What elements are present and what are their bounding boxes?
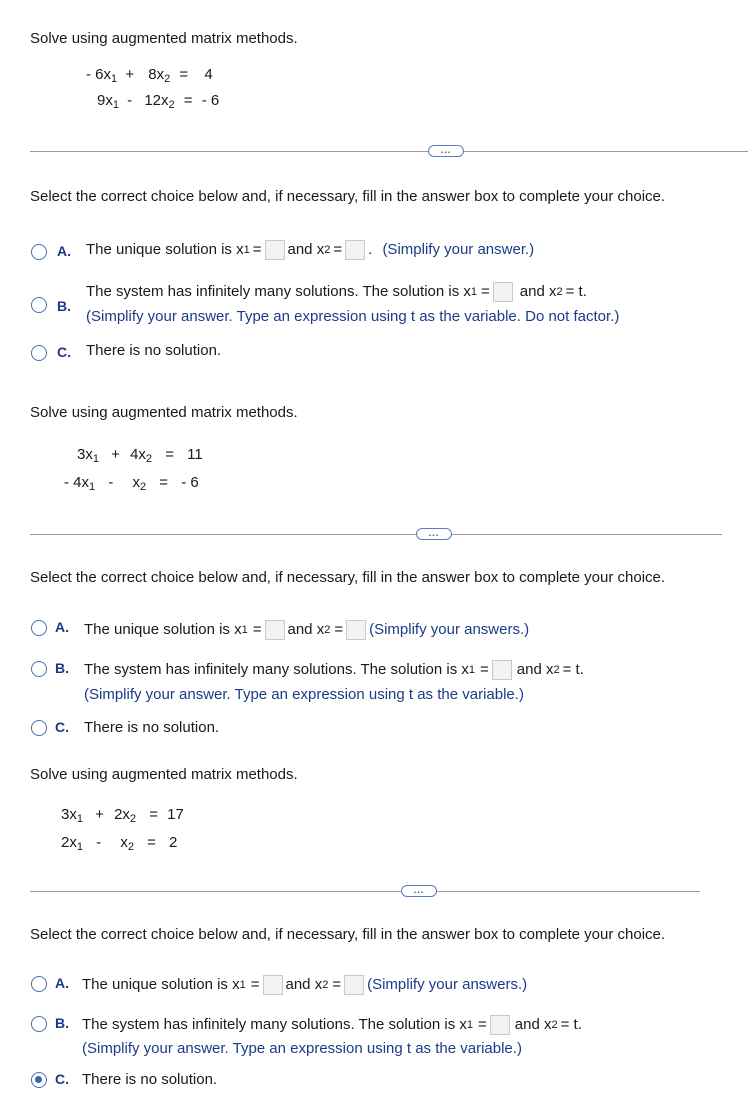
problem-2-choice-b-letter: B.	[55, 660, 69, 676]
problem-2-choice-c-radio[interactable]	[31, 720, 47, 736]
problem-2-choice-b-radio[interactable]	[31, 661, 47, 677]
problem-3-x2-answer-box[interactable]	[344, 975, 364, 995]
problem-1-instruction: Select the correct choice below and, if necessary, fill in the answer box to complete your choice.	[30, 188, 666, 205]
problem-3-b-answer-box[interactable]	[490, 1015, 510, 1035]
problem-3-choice-b-radio[interactable]	[31, 1016, 47, 1032]
problem-3-choice-a-radio[interactable]	[31, 976, 47, 992]
problem-1-x1-answer-box[interactable]	[265, 240, 285, 260]
problem-3-prompt: Solve using augmented matrix methods.	[30, 766, 298, 783]
problem-2-instruction: Select the correct choice below and, if necessary, fill in the answer box to complete your choice.	[30, 569, 666, 586]
problem-3-equation-1: $3x_1 + 2x_2 = 17$	[61, 806, 184, 825]
problem-2-choice-c-letter: C.	[55, 719, 69, 735]
problem-1-more-button[interactable]: ...	[428, 145, 464, 157]
problem-2-more-button[interactable]: ...	[416, 528, 452, 540]
problem-3-more-button[interactable]: ...	[401, 885, 437, 897]
problem-2-equation-2: - $4x_1 - x_2$ = - 6	[64, 474, 199, 493]
problem-3-choice-b-hint: (Simplify your answer. Type an expression using t as the variable.)	[82, 1040, 522, 1057]
problem-1-choice-b: The system has infinitely many solutions. The solution is x 1 = and x 2 = t.	[86, 283, 587, 300]
problem-3-choice-a: The unique solution is x 1 = and x 2 = (Simplify your answers.)	[82, 976, 528, 993]
problem-1-choice-a-letter: A.	[57, 243, 71, 259]
problem-1-choice-a: The unique solution is x 1 = and x 2 = . (Simplify your answer.)	[86, 241, 535, 258]
problem-2-x1-answer-box[interactable]	[265, 620, 285, 640]
problem-2-choice-c-text: There is no solution.	[84, 719, 220, 736]
problem-2-choice-a: The unique solution is x 1 = and x 2 = (Simplify your answers.)	[84, 621, 530, 638]
problem-1-b-answer-box[interactable]	[493, 282, 513, 302]
problem-2-choice-b-hint: (Simplify your answer. Type an expression using t as the variable.)	[84, 686, 524, 703]
problem-1-prompt: Solve using augmented matrix methods.	[30, 30, 298, 47]
problem-1-choice-c-radio[interactable]	[31, 345, 47, 361]
problem-3-choice-b: The system has infinitely many solutions. The solution is x 1 = and x 2 = t.	[82, 1016, 582, 1033]
problem-1-choice-b-letter: B.	[57, 298, 71, 314]
problem-3-choice-b-letter: B.	[55, 1015, 69, 1031]
problem-3-choice-c-radio-selected[interactable]	[31, 1072, 47, 1088]
problem-1-choice-c-letter: C.	[57, 344, 71, 360]
problem-1-choice-a-radio[interactable]	[31, 244, 47, 260]
problem-3-choice-c-letter: C.	[55, 1071, 69, 1087]
problem-3-divider	[30, 891, 700, 892]
problem-2-b-answer-box[interactable]	[492, 660, 512, 680]
problem-3-choice-a-letter: A.	[55, 975, 69, 991]
problem-2-choice-a-radio[interactable]	[31, 620, 47, 636]
problem-2-equation-1: $3x_1 + 4x_2 = 11$	[77, 446, 203, 465]
problem-3-instruction: Select the correct choice below and, if necessary, fill in the answer box to complete your choice.	[30, 926, 666, 943]
problem-1-equation-1: - $6x_1 + 8x_2 = 4$	[86, 66, 213, 85]
problem-1-choice-b-hint: (Simplify your answer. Type an expression using t as the variable. Do not factor.)	[86, 308, 620, 325]
problem-2-choice-b: The system has infinitely many solutions. The solution is x 1 = and x 2 = t.	[84, 661, 584, 678]
problem-2-divider	[30, 534, 722, 535]
problem-1-choice-b-radio[interactable]	[31, 297, 47, 313]
problem-1-divider	[30, 151, 748, 152]
problem-3-x1-answer-box[interactable]	[263, 975, 283, 995]
problem-1-choice-c-text: There is no solution.	[86, 342, 222, 359]
problem-3-choice-c-text: There is no solution.	[82, 1071, 218, 1088]
problem-2-x2-answer-box[interactable]	[346, 620, 366, 640]
problem-2-choice-a-letter: A.	[55, 619, 69, 635]
problem-1-equation-2: $9x_1 - 12x_2$ = - 6	[97, 92, 220, 111]
problem-1-x2-answer-box[interactable]	[345, 240, 365, 260]
problem-3-equation-2: $2x_1 - x_2 = 2$	[61, 834, 178, 853]
problem-2-prompt: Solve using augmented matrix methods.	[30, 404, 298, 421]
